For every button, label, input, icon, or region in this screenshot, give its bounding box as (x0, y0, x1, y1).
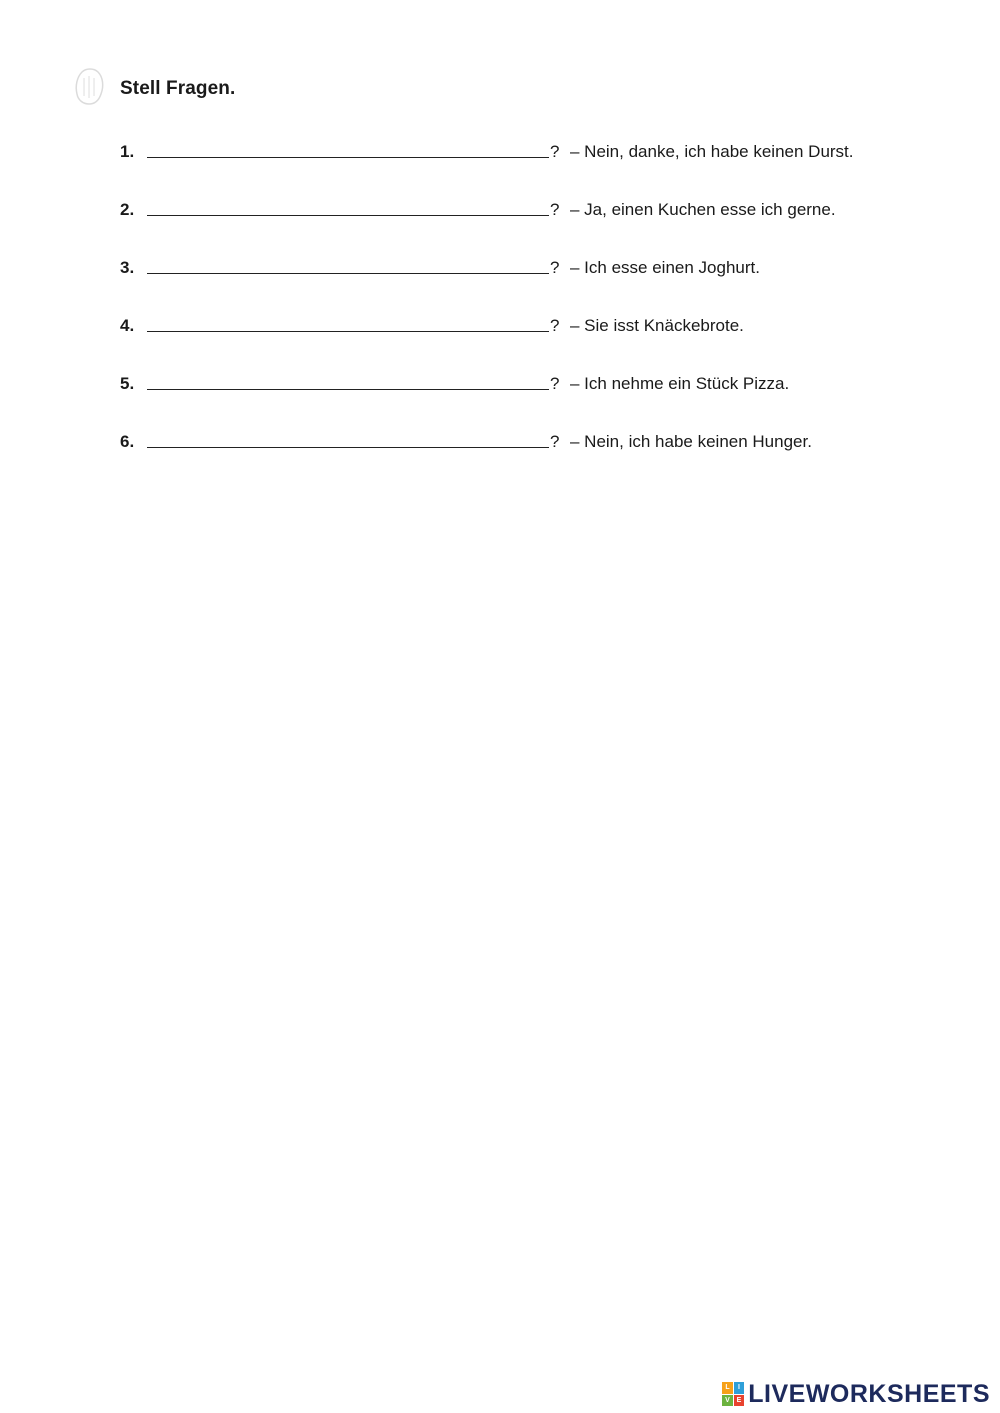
logo-mark-icon (722, 1382, 744, 1406)
question-mark: ? (550, 142, 560, 161)
answer-text: – Ich esse einen Joghurt. (570, 258, 760, 277)
task-icon (70, 66, 108, 108)
answer-text: – Nein, danke, ich habe keinen Durst. (570, 142, 854, 161)
question-mark: ? (550, 374, 560, 393)
answer-blank-line[interactable] (147, 389, 549, 390)
exercise-item (120, 370, 940, 428)
exercise-item (120, 312, 940, 370)
answer-blank-line[interactable] (147, 215, 549, 216)
item-number: 1. (120, 142, 135, 161)
answer-blank-line[interactable] (147, 447, 549, 448)
item-number: 5. (120, 374, 135, 393)
logo-square: V (722, 1395, 733, 1407)
logo-square: L (722, 1382, 733, 1394)
item-number: 3. (120, 258, 135, 277)
answer-text: – Sie isst Knäckebrote. (570, 316, 744, 335)
question-mark: ? (550, 200, 560, 219)
logo-square: I (734, 1382, 745, 1394)
question-mark: ? (550, 432, 560, 451)
logo-text: LIVEWORKSHEETS (748, 1379, 990, 1408)
item-number: 2. (120, 200, 135, 219)
answer-blank-line[interactable] (147, 331, 549, 332)
exercise-item (120, 196, 940, 254)
answer-blank-line[interactable] (147, 273, 549, 274)
answer-text: – Nein, ich habe keinen Hunger. (570, 432, 812, 451)
answer-blank-line[interactable] (147, 157, 549, 158)
item-number: 6. (120, 432, 135, 451)
exercise-item (120, 138, 940, 196)
answer-text: – Ich nehme ein Stück Pizza. (570, 374, 790, 393)
answer-text: – Ja, einen Kuchen esse ich gerne. (570, 200, 836, 219)
item-number: 4. (120, 316, 135, 335)
exercise-item (120, 428, 940, 486)
exercise-item (120, 254, 940, 312)
liveworksheets-logo (722, 1380, 990, 1408)
logo-square: E (734, 1395, 745, 1407)
question-mark: ? (550, 258, 560, 277)
question-mark: ? (550, 316, 560, 335)
exercise-title: Stell Fragen. (120, 78, 236, 99)
exercise-list (120, 138, 940, 486)
